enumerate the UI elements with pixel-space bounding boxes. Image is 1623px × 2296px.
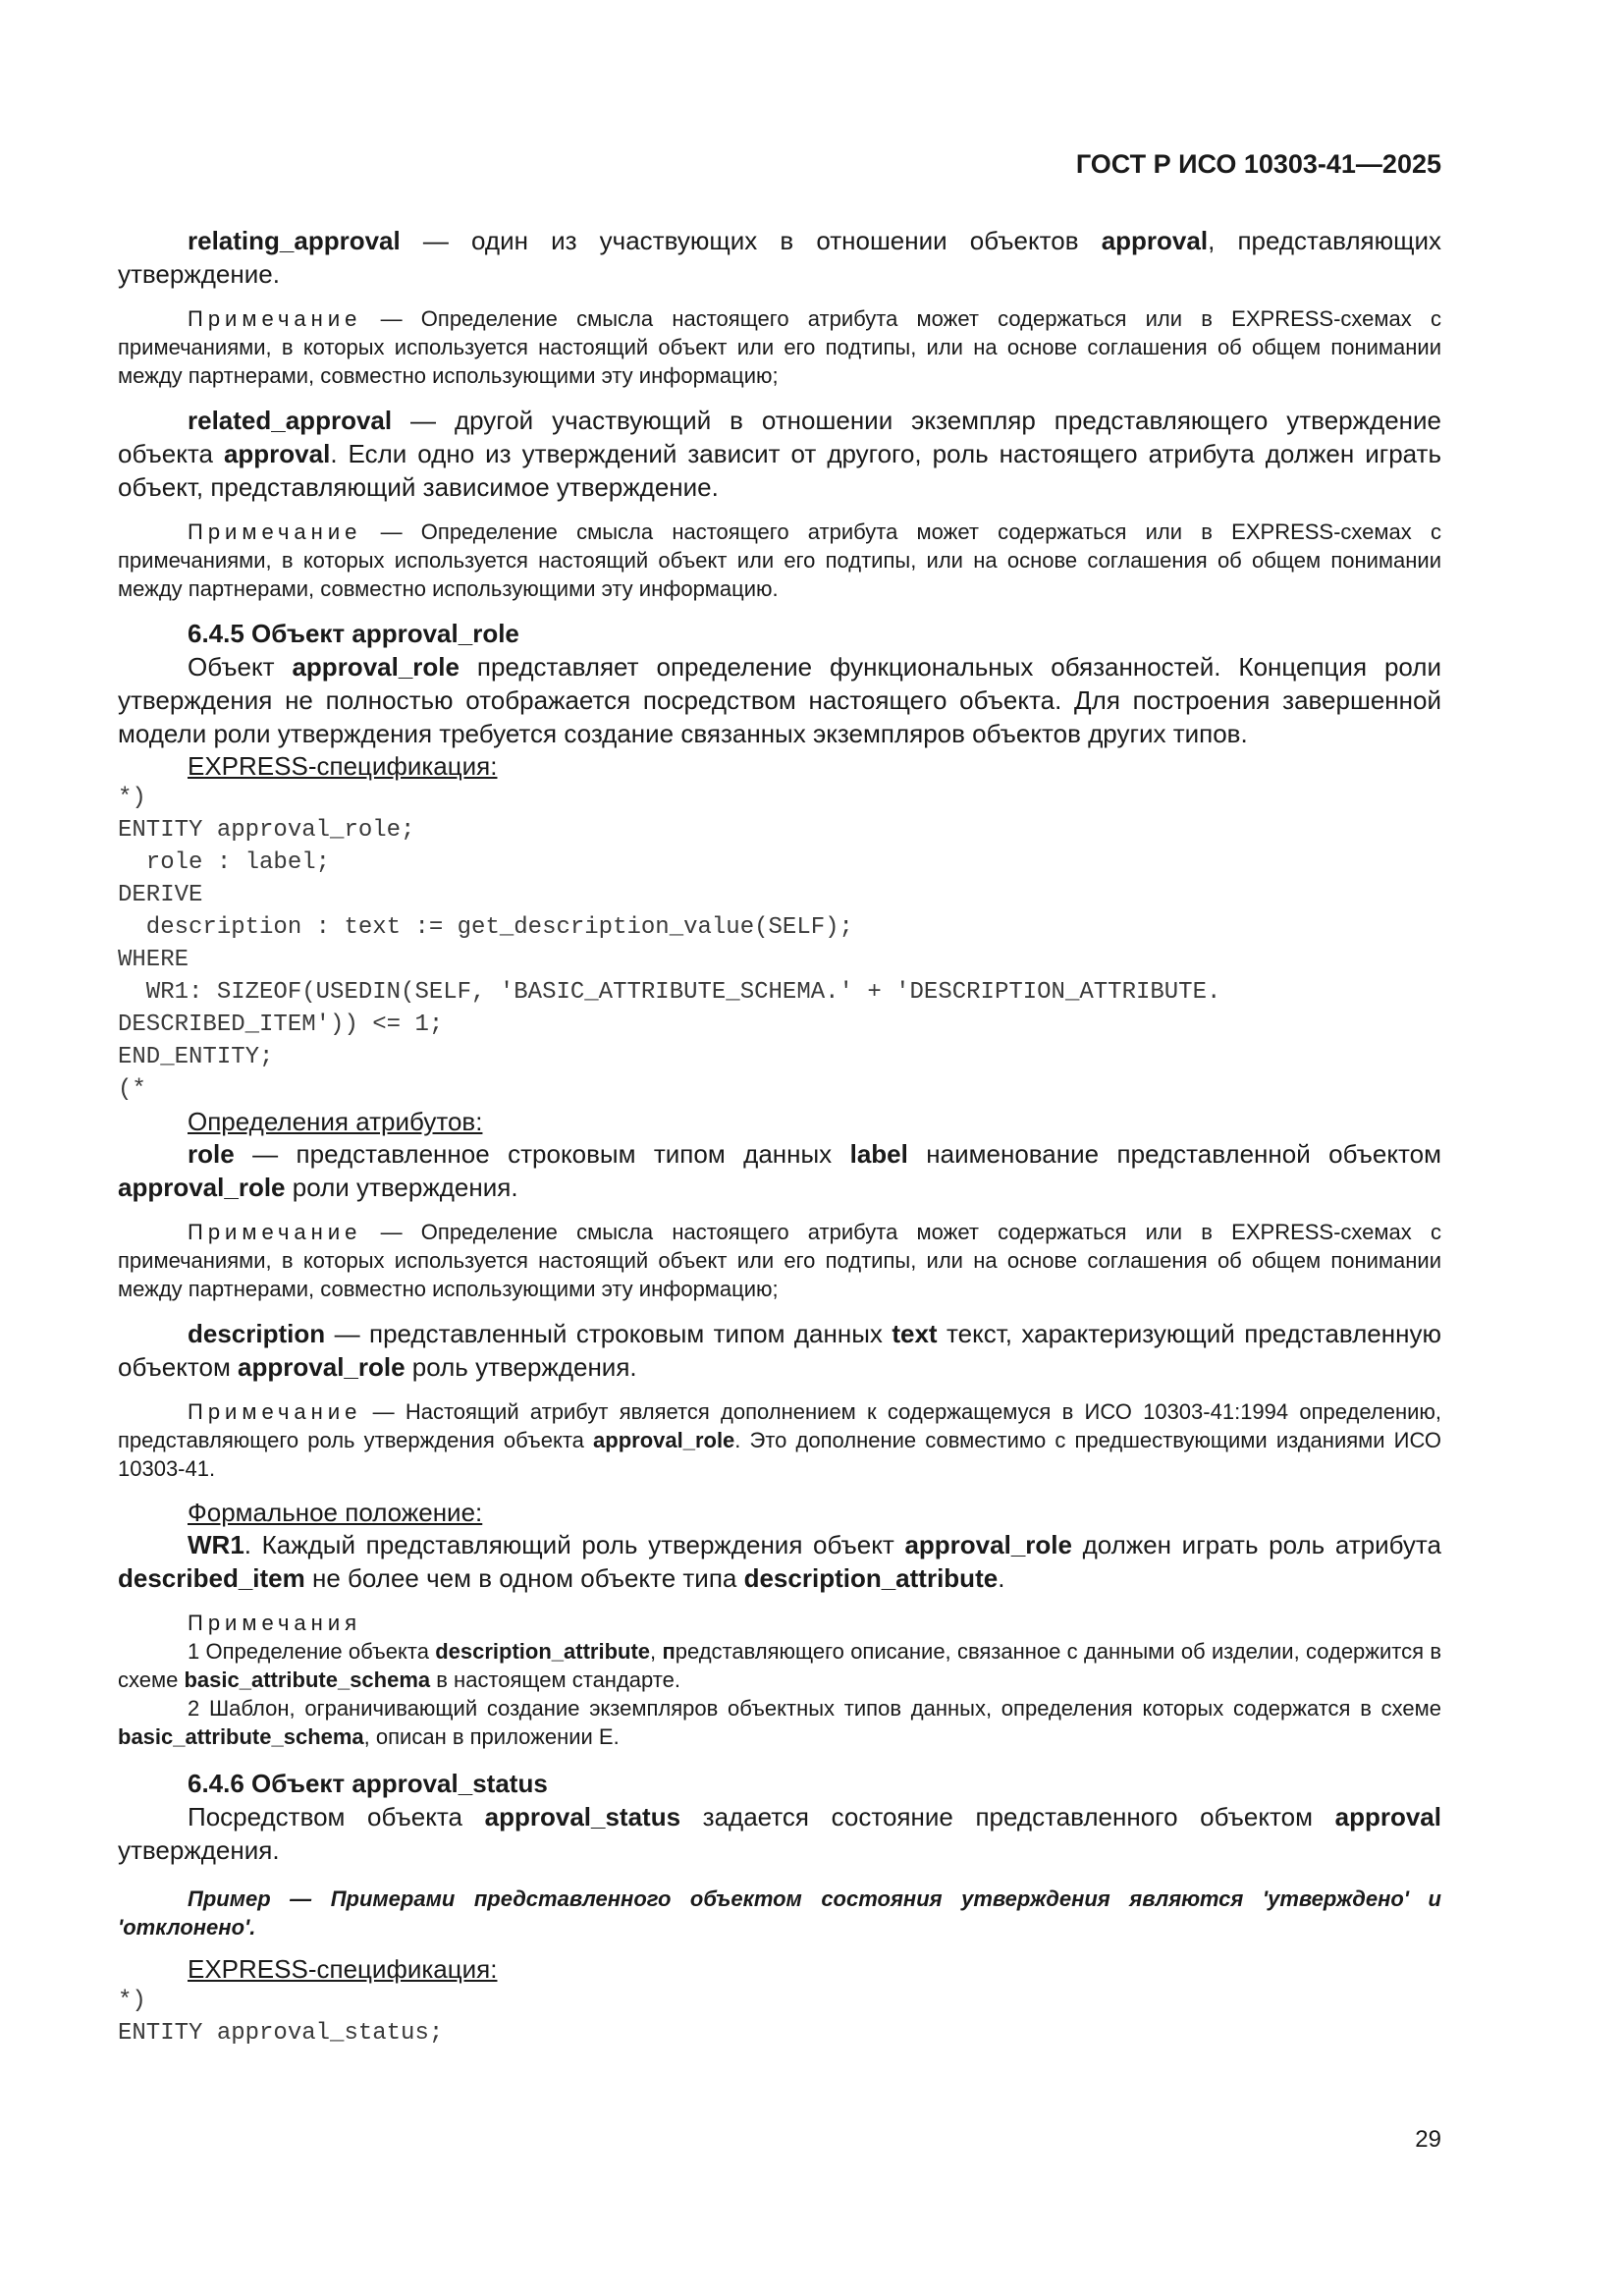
term: relating_approval [188, 226, 401, 255]
section-heading-6-4-5: 6.4.5 Объект approval_role [188, 619, 519, 648]
document-header: ГОСТ Р ИСО 10303-41—2025 [1075, 149, 1441, 179]
note: Примечание — Настоящий атрибут является дополнением к содержащемуся в ИСО 10303-41:1994 определению, представляющего роль утверждения объекта approval_role. Это дополнение совместимо с предшествующими изданиями ИСО 10303-41. [118, 1399, 1441, 1481]
page-number: 29 [1415, 2126, 1441, 2153]
section-intro: Объект approval_role представляет определение функциональных обязанностей. Концепция роли утверждения не полностью отображается посредством настоящего объекта. Для построения завершенной модели роли утверждения требуется создание связанных экземпляров объектов других типов. [118, 652, 1441, 748]
document-body [118, 224, 1441, 2050]
note: Примечание — Определение смысла настоящего атрибута может содержаться или в EXPRESS-схемах с примечаниями, в которых используется настоящий объект или его подтипы, или на основе соглашения об общем понимании между партнерами, совместно использующими эту информацию. [118, 519, 1441, 601]
notes-heading: Примечания [188, 1611, 362, 1635]
note-item-2: 2 Шаблон, ограничивающий создание экземпляров объектных типов данных, определения которых содержатся в схеме basic_attribute_schema, описан в приложении E. [118, 1696, 1441, 1749]
attr-relating-approval: relating_approval — один из участвующих в отношении объектов approval, представляющих утверждение. [118, 226, 1441, 289]
attr-description: description — представленный строковым типом данных text текст, характеризующий представленную объектом approval_role роль утверждения. [118, 1319, 1441, 1382]
express-spec-label: EXPRESS-спецификация: [188, 751, 498, 781]
rule-wr1: WR1. Каждый представляющий роль утверждения объект approval_role должен играть роль атрибута described_item не более чем в одном объекте типа description_attribute. [118, 1530, 1442, 1593]
note-item-1: 1 Определение объекта description_attribute, представляющего описание, связанное с данными об изделии, содержится в схеме basic_attribute_schema в настоящем стандарте. [118, 1639, 1442, 1692]
term: related_approval [188, 406, 393, 435]
formal-proposition-label: Формальное положение: [188, 1498, 483, 1527]
express-code-block: *) ENTITY approval_role; role : label; DERIVE description : text := get_description_value(SELF); WHERE WR1: SIZEOF(USEDIN(SELF, 'BASIC_ATTRIBUTE_SCHEMA.' + 'DESCRIPTION_ATTRIBUTE. DESCRIBED_ITEM')) <= 1; END_ENTITY; (* [118, 785, 1221, 1103]
attr-role: role — представленное строковым типом данных label наименование представленной объектом approval_role роли утверждения. [118, 1139, 1441, 1202]
express-code-block: *) ENTITY approval_status; [118, 1988, 444, 2047]
section-heading-6-4-6: 6.4.6 Объект approval_status [188, 1769, 548, 1798]
attribute-definitions-label: Определения атрибутов: [188, 1107, 483, 1136]
note: Примечание — Определение смысла настоящего атрибута может содержаться или в EXPRESS-схемах с примечаниями, в которых используется настоящий объект или его подтипы, или на основе соглашения об общем понимании между партнерами, совместно использующими эту информацию; [118, 1220, 1441, 1301]
section-intro: Посредством объекта approval_status задается состояние представленного объектом approval утверждения. [118, 1802, 1441, 1865]
attr-related-approval: related_approval — другой участвующий в отношении экземпляр представляющего утверждение объекта approval. Если одно из утверждений зависит от другого, роль настоящего атрибута должен играть объект, представляющий зависимое утверждение. [118, 406, 1442, 502]
example-text: Пример — Примерами представленного объектом состояния утверждения являются 'утверждено' и 'отклонено'. [118, 1886, 1441, 1940]
note: Примечание — Определение смысла настоящего атрибута может содержаться или в EXPRESS-схемах с примечаниями, в которых используется настоящий объект или его подтипы, или на основе соглашения об общем понимании между партнерами, совместно использующими эту информацию; [118, 306, 1441, 388]
express-spec-label: EXPRESS-спецификация: [188, 1954, 498, 1984]
